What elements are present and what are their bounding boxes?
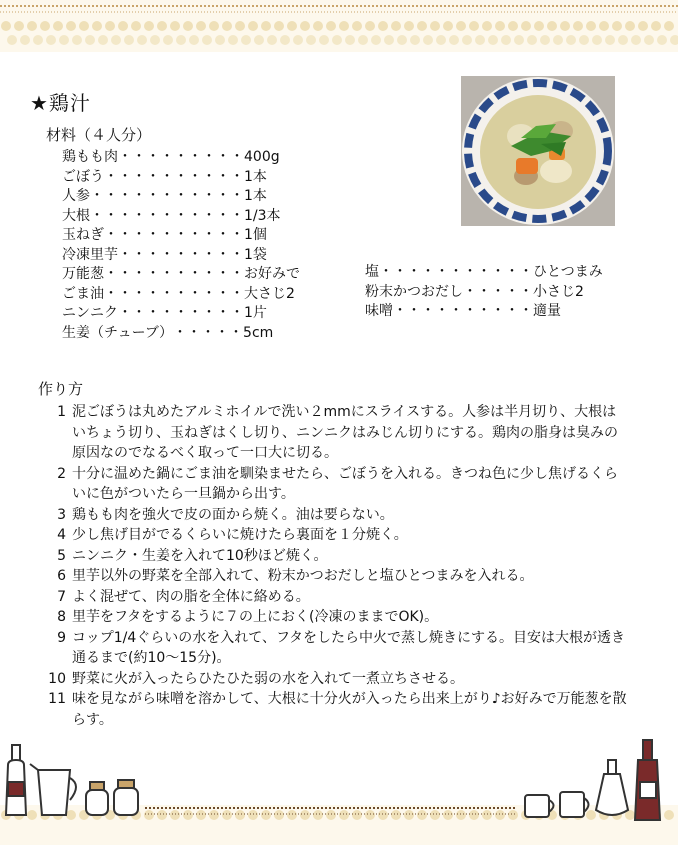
jug-icon	[30, 764, 76, 815]
method-step	[40, 587, 630, 608]
step-text: 里芋以外の野菜を全部入れて、粉末かつおだしと塩ひとつまみを入れる。	[72, 568, 534, 584]
step-number: 8	[57, 609, 66, 625]
step-text: コップ1/4ぐらいの水を入れて、フタをしたら中火で蒸し焼きにする。目安は大根が透き通るまで(約10～15分)。	[72, 629, 625, 666]
ingredient-amount: 400g	[244, 149, 280, 165]
method-step	[40, 607, 630, 628]
ingredient-name: 生姜（チューブ）	[62, 324, 174, 341]
method-step	[40, 525, 630, 546]
ingredient-name: 鶏もも肉	[62, 149, 118, 165]
leader-dots: ・・・・・・・・・	[118, 246, 244, 263]
leader-dots: ・・・・・・・・・・	[104, 266, 244, 282]
ingredient-row	[365, 263, 603, 283]
ingredient-amount: 1片	[244, 305, 267, 321]
ingredient-name: 粉末かつおだし	[365, 283, 463, 300]
ingredient-amount: 1袋	[244, 246, 267, 263]
ingredient-name: 玉ねぎ	[62, 227, 104, 243]
ingredient-amount: 大さじ2	[244, 285, 295, 302]
leader-dots: ・・・・・・・・・	[118, 305, 244, 321]
method-step	[40, 669, 630, 690]
ingredient-row	[62, 304, 300, 324]
bottle-icon	[6, 745, 26, 815]
ingredient-amount: 1個	[244, 227, 267, 243]
dish-photo	[461, 76, 615, 226]
ingredient-name: ごま油	[62, 285, 104, 302]
wine-bottle-icon	[635, 740, 660, 820]
ingredient-amount: ひとつまみ	[533, 264, 603, 280]
step-number: 2	[57, 465, 66, 482]
method-step	[40, 566, 630, 587]
leader-dots: ・・・・・・・・・・・	[90, 207, 244, 224]
decanter-icon	[596, 760, 628, 815]
step-text: 十分に温めた鍋にごま油を馴染ませたら、ごぼうを入れる。きつね色に少し焦げるくらいに色がついたら一旦鍋から出す。	[72, 465, 618, 502]
method-heading: 作り方	[38, 380, 84, 398]
method-step	[40, 402, 630, 464]
leader-dots: ・・・・・・・・・・	[393, 303, 533, 319]
ingredient-amount: 小さじ2	[533, 283, 584, 300]
ingredient-amount: 1/3本	[244, 207, 281, 224]
ingredient-name: 万能葱	[62, 266, 104, 282]
leader-dots: ・・・・・	[463, 283, 533, 300]
ingredient-name: 人参	[62, 188, 90, 204]
ingredients-list-right	[365, 263, 603, 322]
spice-jar-icon	[86, 780, 138, 815]
ingredient-amount: お好みで	[244, 266, 300, 282]
leader-dots: ・・・・・・・・・・	[104, 168, 244, 185]
ingredient-row	[62, 324, 300, 344]
ingredient-row	[62, 207, 300, 227]
ingredient-row	[62, 285, 300, 305]
method-step	[40, 464, 630, 505]
ingredient-name: ごぼう	[62, 168, 104, 185]
ingredient-row	[62, 187, 300, 207]
leader-dots: ・・・・・・・・・・	[104, 285, 244, 302]
ingredient-row	[62, 265, 300, 285]
cup-icon	[525, 792, 589, 817]
ingredients-heading: 材料（４人分）	[46, 126, 152, 144]
step-text: 野菜に火が入ったらひたひた弱の水を入れて一煮立ちさせる。	[72, 670, 464, 687]
step-text: 里芋をフタをするように７の上におく(冷凍のままでOK)。	[72, 609, 439, 625]
step-text: 少し焦げ目がでるくらいに焼けたら裏面を１分焼く。	[72, 527, 408, 543]
ingredient-amount: 適量	[533, 303, 561, 319]
ingredient-row	[365, 302, 603, 322]
step-number: 11	[48, 691, 66, 707]
ingredient-name: 大根	[62, 207, 90, 224]
step-number: 10	[48, 670, 66, 687]
ingredient-amount: 1本	[244, 168, 267, 185]
step-number: 6	[57, 568, 66, 584]
step-number: 4	[57, 527, 66, 543]
method-step	[40, 505, 630, 526]
top-decorative-border	[0, 0, 678, 52]
kitchen-illustration	[0, 730, 678, 825]
ingredient-amount: 5cm	[243, 324, 274, 341]
method-step	[40, 628, 630, 669]
ingredient-row	[62, 168, 300, 188]
step-text: よく混ぜて、肉の脂を全体に絡める。	[72, 588, 310, 605]
method-step	[40, 546, 630, 567]
step-text: ニンニク・生姜を入れて10秒ほど焼く。	[72, 547, 328, 564]
step-number: 1	[57, 404, 66, 420]
ingredient-name: 冷凍里芋	[62, 246, 118, 263]
recipe-title: ★鶏汁	[30, 91, 91, 116]
ingredient-row	[62, 148, 300, 168]
step-number: 9	[57, 629, 66, 646]
ingredients-list-left	[62, 148, 300, 343]
method-step	[40, 689, 630, 730]
method-steps	[40, 402, 630, 730]
step-number: 7	[57, 588, 66, 605]
leader-dots: ・・・・・	[173, 324, 244, 341]
leader-dots: ・・・・・・・・・・・	[90, 188, 244, 204]
ingredient-row	[365, 283, 603, 303]
step-text: 泥ごぼうは丸めたアルミホイルで洗い２mmにスライスする。人参は半月切り、大根はいちょう切り、玉ねぎはくし切り、ニンニクはみじん切りにする。鶏肉の脂身は臭みの原因なのでなるべく取って一口大に切る。	[72, 404, 618, 461]
leader-dots: ・・・・・・・・・・・	[379, 264, 533, 280]
ingredient-name: ニンニク	[62, 305, 118, 321]
leader-dots: ・・・・・・・・・	[118, 149, 244, 165]
ingredient-name: 味噌	[365, 303, 393, 319]
ingredient-name: 塩	[365, 264, 379, 280]
ingredient-row	[62, 226, 300, 246]
ingredient-amount: 1本	[244, 188, 267, 204]
step-number: 5	[57, 547, 66, 564]
leader-dots: ・・・・・・・・・・	[104, 227, 244, 243]
step-text: 鶏もも肉を強火で皮の面から焼く。油は要らない。	[72, 506, 394, 523]
step-number: 3	[57, 506, 66, 523]
step-text: 味を見ながら味噌を溶かして、大根に十分火が入ったら出来上がり♪お好みで万能葱を散らす。	[72, 691, 627, 728]
ingredient-row	[62, 246, 300, 266]
